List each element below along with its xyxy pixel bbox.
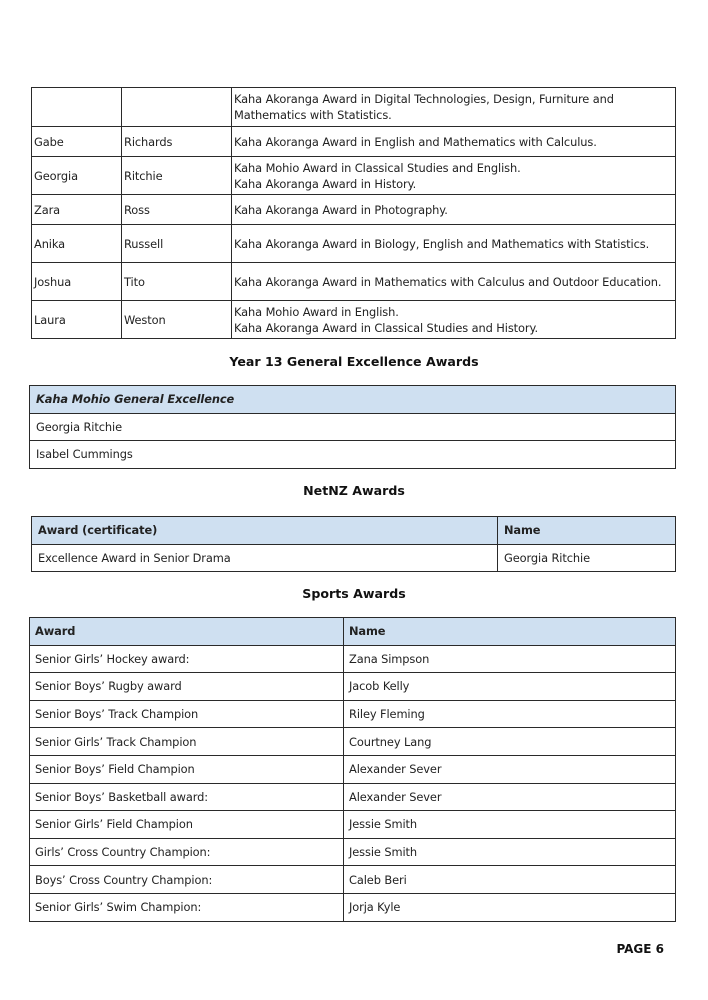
first-name-cell bbox=[32, 88, 122, 127]
last-name-cell: Weston bbox=[122, 301, 232, 339]
award-cell: Senior Girls’ Swim Champion: bbox=[30, 893, 344, 921]
netnz-table bbox=[31, 516, 676, 572]
table-row bbox=[30, 728, 676, 756]
awards-cell bbox=[232, 88, 676, 127]
first-name-cell: Gabe bbox=[32, 127, 122, 157]
table-row bbox=[30, 811, 676, 839]
name-cell: Jessie Smith bbox=[344, 811, 676, 839]
table-row bbox=[32, 301, 676, 339]
table-row bbox=[32, 127, 676, 157]
awards-cell bbox=[232, 301, 676, 339]
column-header-name: Name bbox=[498, 517, 676, 545]
name-cell: Zana Simpson bbox=[344, 645, 676, 673]
name-cell: Alexander Sever bbox=[344, 755, 676, 783]
first-name-cell: Anika bbox=[32, 225, 122, 263]
name-cell: Caleb Beri bbox=[344, 866, 676, 894]
recipient-cell: Isabel Cummings bbox=[30, 441, 676, 469]
award-cell: Senior Girls’ Hockey award: bbox=[30, 645, 344, 673]
general-excellence-table bbox=[29, 385, 676, 469]
last-name-cell: Tito bbox=[122, 263, 232, 301]
award-line: Kaha Akoranga Award in Photography. bbox=[234, 202, 448, 217]
award-line: Kaha Akoranga Award in Mathematics with Calculus and Outdoor Education. bbox=[234, 274, 662, 289]
first-name-cell: Georgia bbox=[32, 157, 122, 195]
first-name-cell: Joshua bbox=[32, 263, 122, 301]
award-cell: Boys’ Cross Country Champion: bbox=[30, 866, 344, 894]
name-cell: Jacob Kelly bbox=[344, 673, 676, 701]
table-row bbox=[30, 673, 676, 701]
table-header-row bbox=[30, 386, 676, 414]
first-name-cell: Zara bbox=[32, 195, 122, 225]
last-name-cell: Ritchie bbox=[122, 157, 232, 195]
award-cell: Senior Boys’ Basketball award: bbox=[30, 783, 344, 811]
page-number: PAGE 6 bbox=[616, 942, 664, 956]
award-line: Kaha Akoranga Award in Classical Studies and History. bbox=[234, 320, 539, 335]
table-row bbox=[30, 700, 676, 728]
last-name-cell: Russell bbox=[122, 225, 232, 263]
award-cell: Senior Boys’ Track Champion bbox=[30, 700, 344, 728]
name-cell: Jorja Kyle bbox=[344, 893, 676, 921]
table-row bbox=[32, 544, 676, 572]
award-line: Kaha Akoranga Award in History. bbox=[234, 176, 417, 191]
table-row bbox=[30, 755, 676, 783]
table-row bbox=[32, 263, 676, 301]
name-cell: Alexander Sever bbox=[344, 783, 676, 811]
table-row bbox=[30, 866, 676, 894]
table-row bbox=[32, 195, 676, 225]
award-cell: Senior Boys’ Field Champion bbox=[30, 755, 344, 783]
table-row bbox=[30, 783, 676, 811]
table-row bbox=[30, 645, 676, 673]
award-line: Kaha Akoranga Award in English and Mathematics with Calculus. bbox=[234, 134, 597, 149]
first-name-cell: Laura bbox=[32, 301, 122, 339]
sports-table bbox=[29, 617, 676, 922]
awards-cell bbox=[232, 157, 676, 195]
column-header-award: Award bbox=[30, 618, 344, 646]
table-row bbox=[30, 893, 676, 921]
netnz-heading: NetNZ Awards bbox=[303, 483, 405, 498]
award-line: Kaha Akoranga Award in Biology, English and Mathematics with Statistics. bbox=[234, 236, 650, 251]
table-row bbox=[32, 225, 676, 263]
awards-cell bbox=[232, 225, 676, 263]
awards-cell bbox=[232, 263, 676, 301]
table-row bbox=[30, 441, 676, 469]
column-header: Kaha Mohio General Excellence bbox=[30, 386, 676, 414]
award-cell: Senior Girls’ Track Champion bbox=[30, 728, 344, 756]
award-cell: Girls’ Cross Country Champion: bbox=[30, 838, 344, 866]
award-line: Kaha Mohio Award in Classical Studies and English. bbox=[234, 160, 521, 175]
academic-awards-table bbox=[31, 87, 676, 339]
column-header-name: Name bbox=[344, 618, 676, 646]
table-header-row bbox=[32, 517, 676, 545]
last-name-cell bbox=[122, 88, 232, 127]
award-line: Kaha Mohio Award in English. bbox=[234, 304, 399, 319]
awards-cell bbox=[232, 195, 676, 225]
award-cell: Excellence Award in Senior Drama bbox=[32, 544, 498, 572]
table-row bbox=[32, 157, 676, 195]
award-line: Kaha Akoranga Award in Digital Technologies, Design, Furniture and Mathematics with Statistics. bbox=[234, 92, 614, 122]
table-row bbox=[32, 88, 676, 127]
table-header-row bbox=[30, 618, 676, 646]
name-cell: Jessie Smith bbox=[344, 838, 676, 866]
award-cell: Senior Boys’ Rugby award bbox=[30, 673, 344, 701]
general-excellence-heading: Year 13 General Excellence Awards bbox=[229, 354, 479, 369]
awards-cell bbox=[232, 127, 676, 157]
recipient-cell: Georgia Ritchie bbox=[30, 413, 676, 441]
award-cell: Senior Girls’ Field Champion bbox=[30, 811, 344, 839]
column-header-award: Award (certificate) bbox=[32, 517, 498, 545]
last-name-cell: Richards bbox=[122, 127, 232, 157]
name-cell: Riley Fleming bbox=[344, 700, 676, 728]
name-cell: Courtney Lang bbox=[344, 728, 676, 756]
name-cell: Georgia Ritchie bbox=[498, 544, 676, 572]
last-name-cell: Ross bbox=[122, 195, 232, 225]
table-row bbox=[30, 413, 676, 441]
sports-heading: Sports Awards bbox=[302, 586, 406, 601]
table-row bbox=[30, 838, 676, 866]
